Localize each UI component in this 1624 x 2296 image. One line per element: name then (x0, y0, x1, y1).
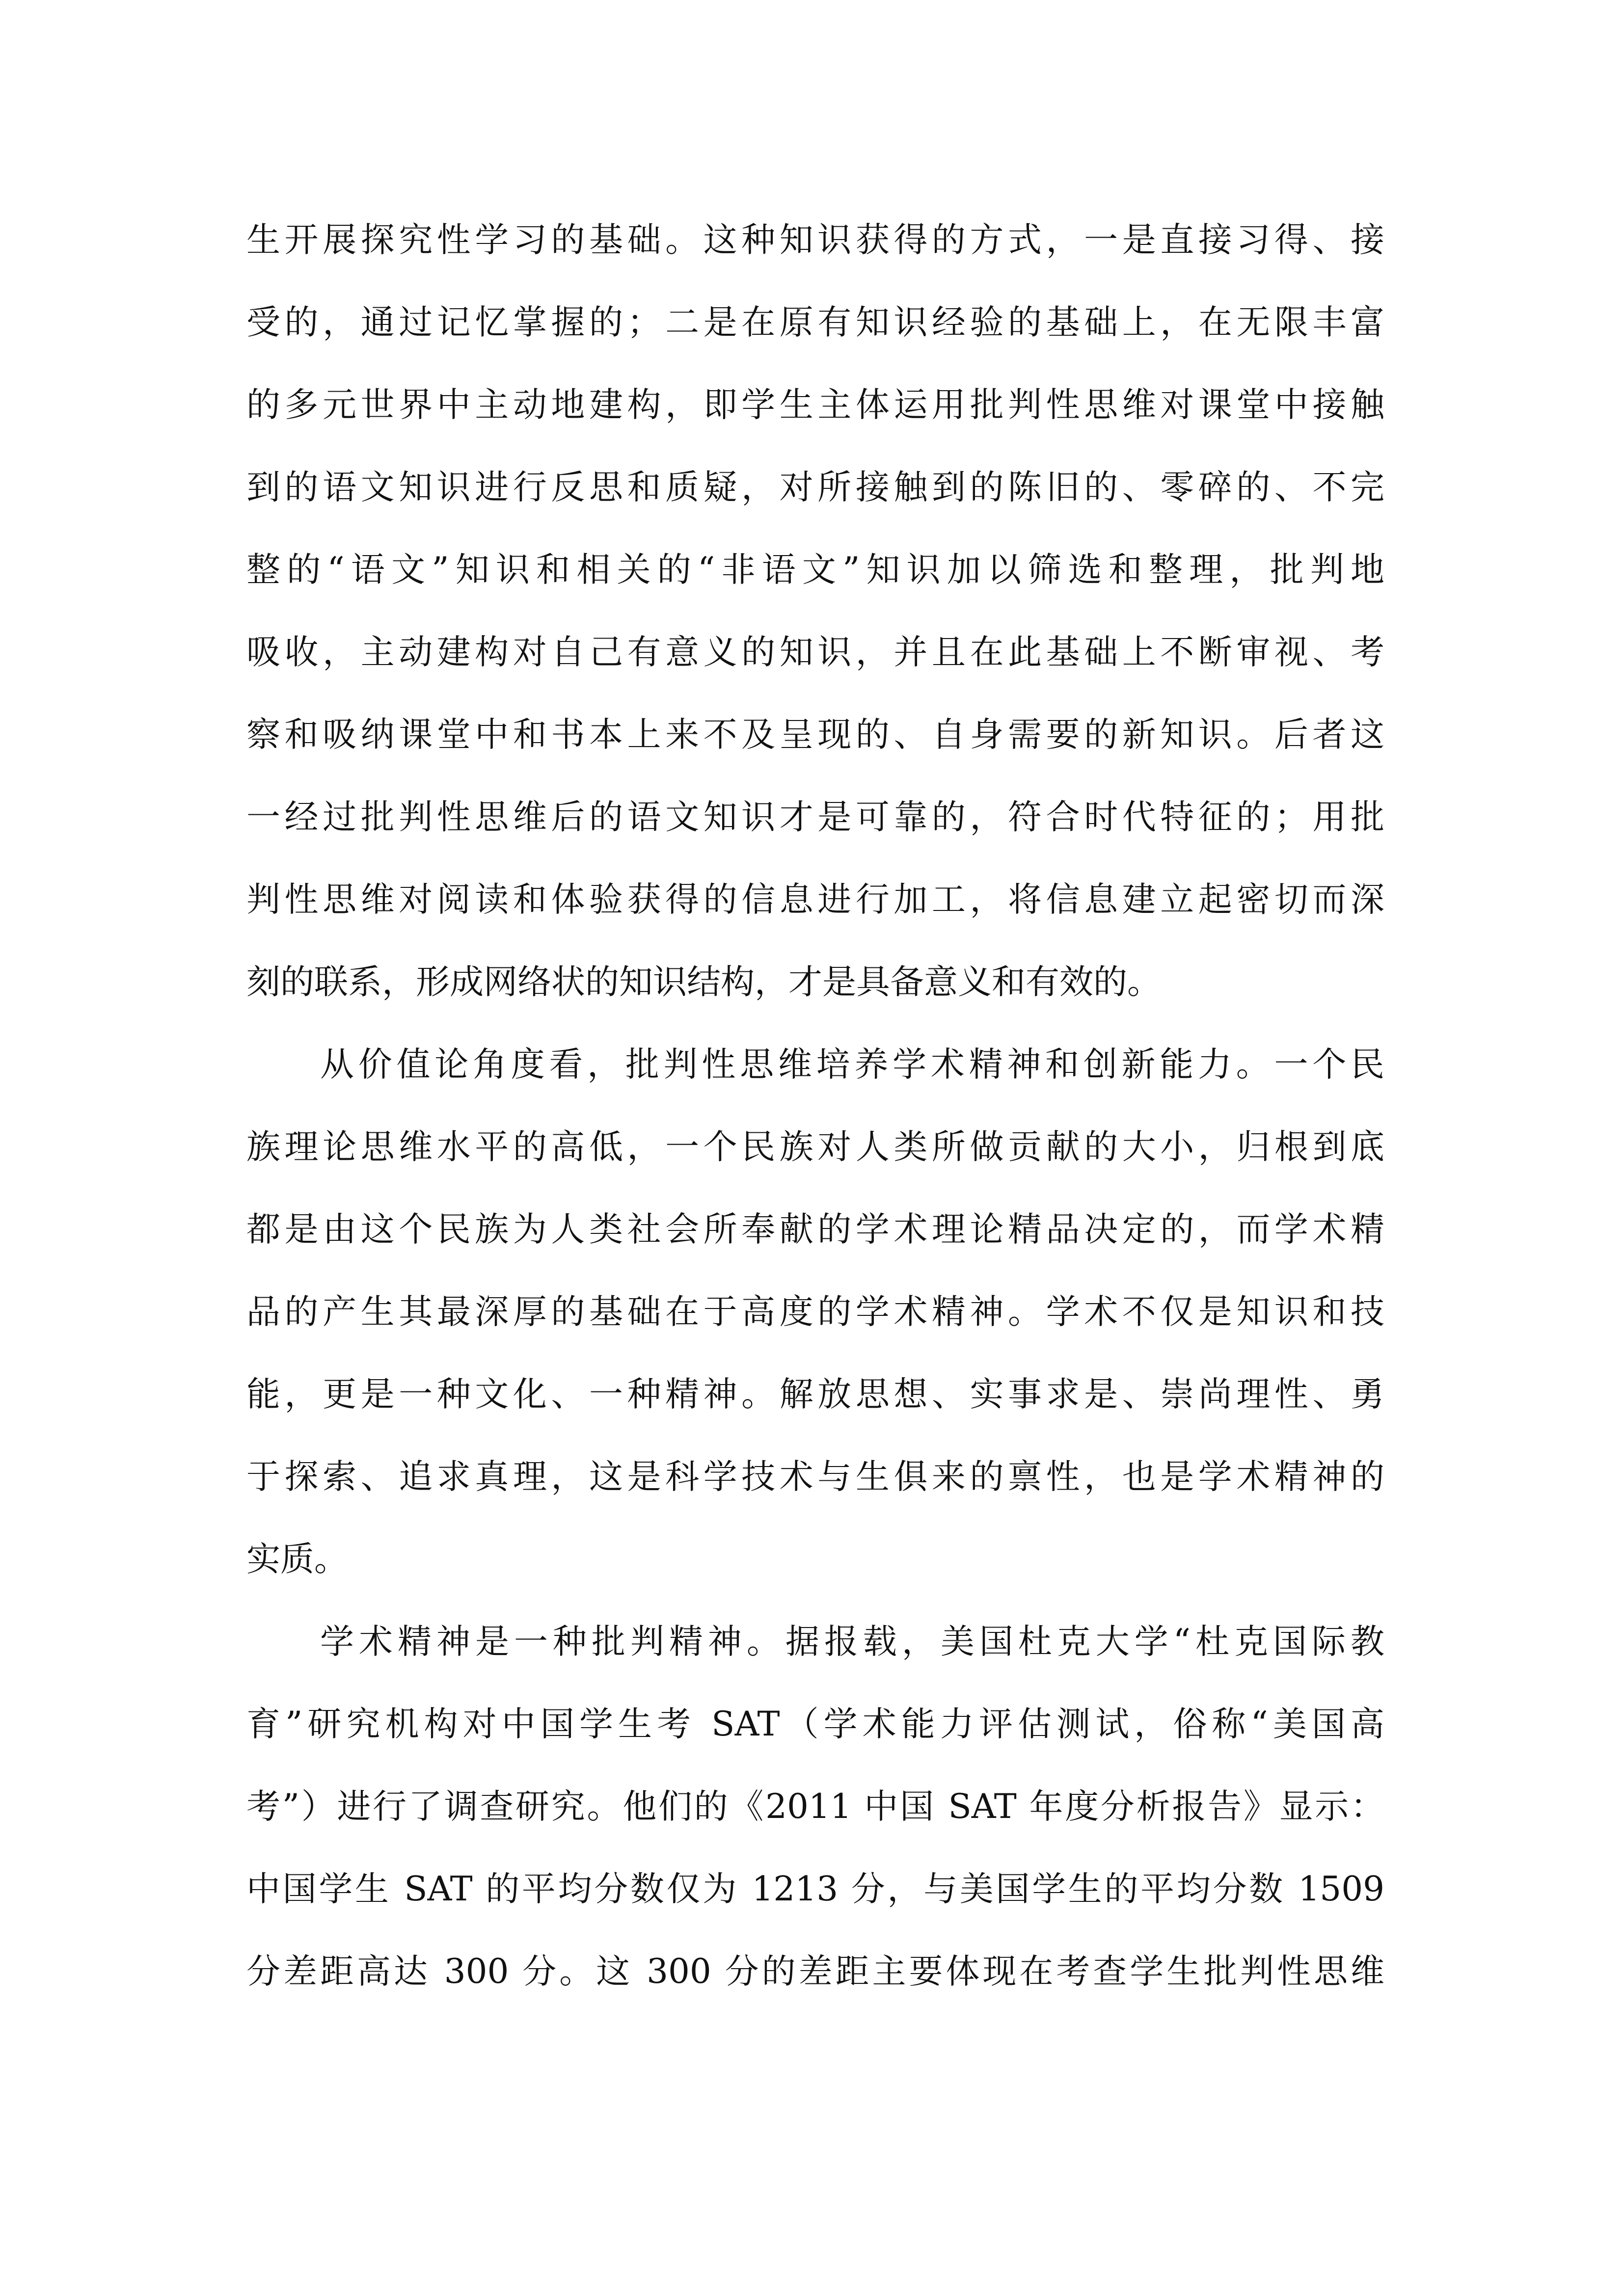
text-line: 学术精神是一种批判精神。据报载，美国杜克大学“杜克国际教 (320, 1622, 1384, 1661)
text-line: 品的产生其最深厚的基础在于高度的学术精神。学术不仅是知识和技 (246, 1292, 1384, 1332)
text-line: 分差距高达 300 分。这 300 分的差距主要体现在考查学生批判性思维 (246, 1952, 1384, 1991)
text-line: 从价值论角度看，批判性思维培养学术精神和创新能力。一个民 (320, 1045, 1384, 1084)
text-line: 判性思维对阅读和体验获得的信息进行加工，将信息建立起密切而深 (246, 880, 1384, 919)
text-line: 察和吸纳课堂中和书本上来不及呈现的、自身需要的新知识。后者这 (246, 715, 1384, 754)
text-line: 实质。 (246, 1540, 348, 1579)
text-line: 于探索、追求真理，这是科学技术与生俱来的禀性，也是学术精神的 (246, 1457, 1384, 1496)
text-line: 都是由这个民族为人类社会所奉献的学术理论精品决定的，而学术精 (246, 1210, 1384, 1249)
text-line: 刻的联系，形成网络状的知识结构，才是具备意义和有效的。 (246, 962, 1161, 1002)
text-line: 族理论思维水平的高低，一个民族对人类所做贡献的大小，归根到底 (246, 1127, 1384, 1167)
text-line: 受的，通过记忆掌握的；二是在原有知识经验的基础上，在无限丰富 (246, 303, 1384, 342)
text-line: 能，更是一种文化、一种精神。解放思想、实事求是、崇尚理性、勇 (246, 1375, 1384, 1414)
text-line: 考”）进行了调查研究。他们的《2011 中国 SAT 年度分析报告》显示： (246, 1787, 1384, 1826)
text-line: 一经过批判性思维后的语文知识才是可靠的，符合时代特征的；用批 (246, 798, 1384, 837)
text-line: 整的“语文”知识和相关的“非语文”知识加以筛选和整理，批判地 (246, 550, 1384, 589)
text-line: 到的语文知识进行反思和质疑，对所接触到的陈旧的、零碎的、不完 (246, 468, 1384, 507)
body-text (246, 199, 1384, 2013)
text-line: 中国学生 SAT 的平均分数仅为 1213 分，与美国学生的平均分数 1509 (246, 1869, 1384, 1909)
text-line: 生开展探究性学习的基础。这种知识获得的方式，一是直接习得、接 (246, 220, 1384, 260)
text-line: 育”研究机构对中国学生考 SAT（学术能力评估测试，俗称“美国高 (246, 1705, 1384, 1744)
text-line: 吸收，主动建构对自己有意义的知识，并且在此基础上不断审视、考 (246, 633, 1384, 672)
text-line: 的多元世界中主动地建构，即学生主体运用批判性思维对课堂中接触 (246, 385, 1384, 425)
